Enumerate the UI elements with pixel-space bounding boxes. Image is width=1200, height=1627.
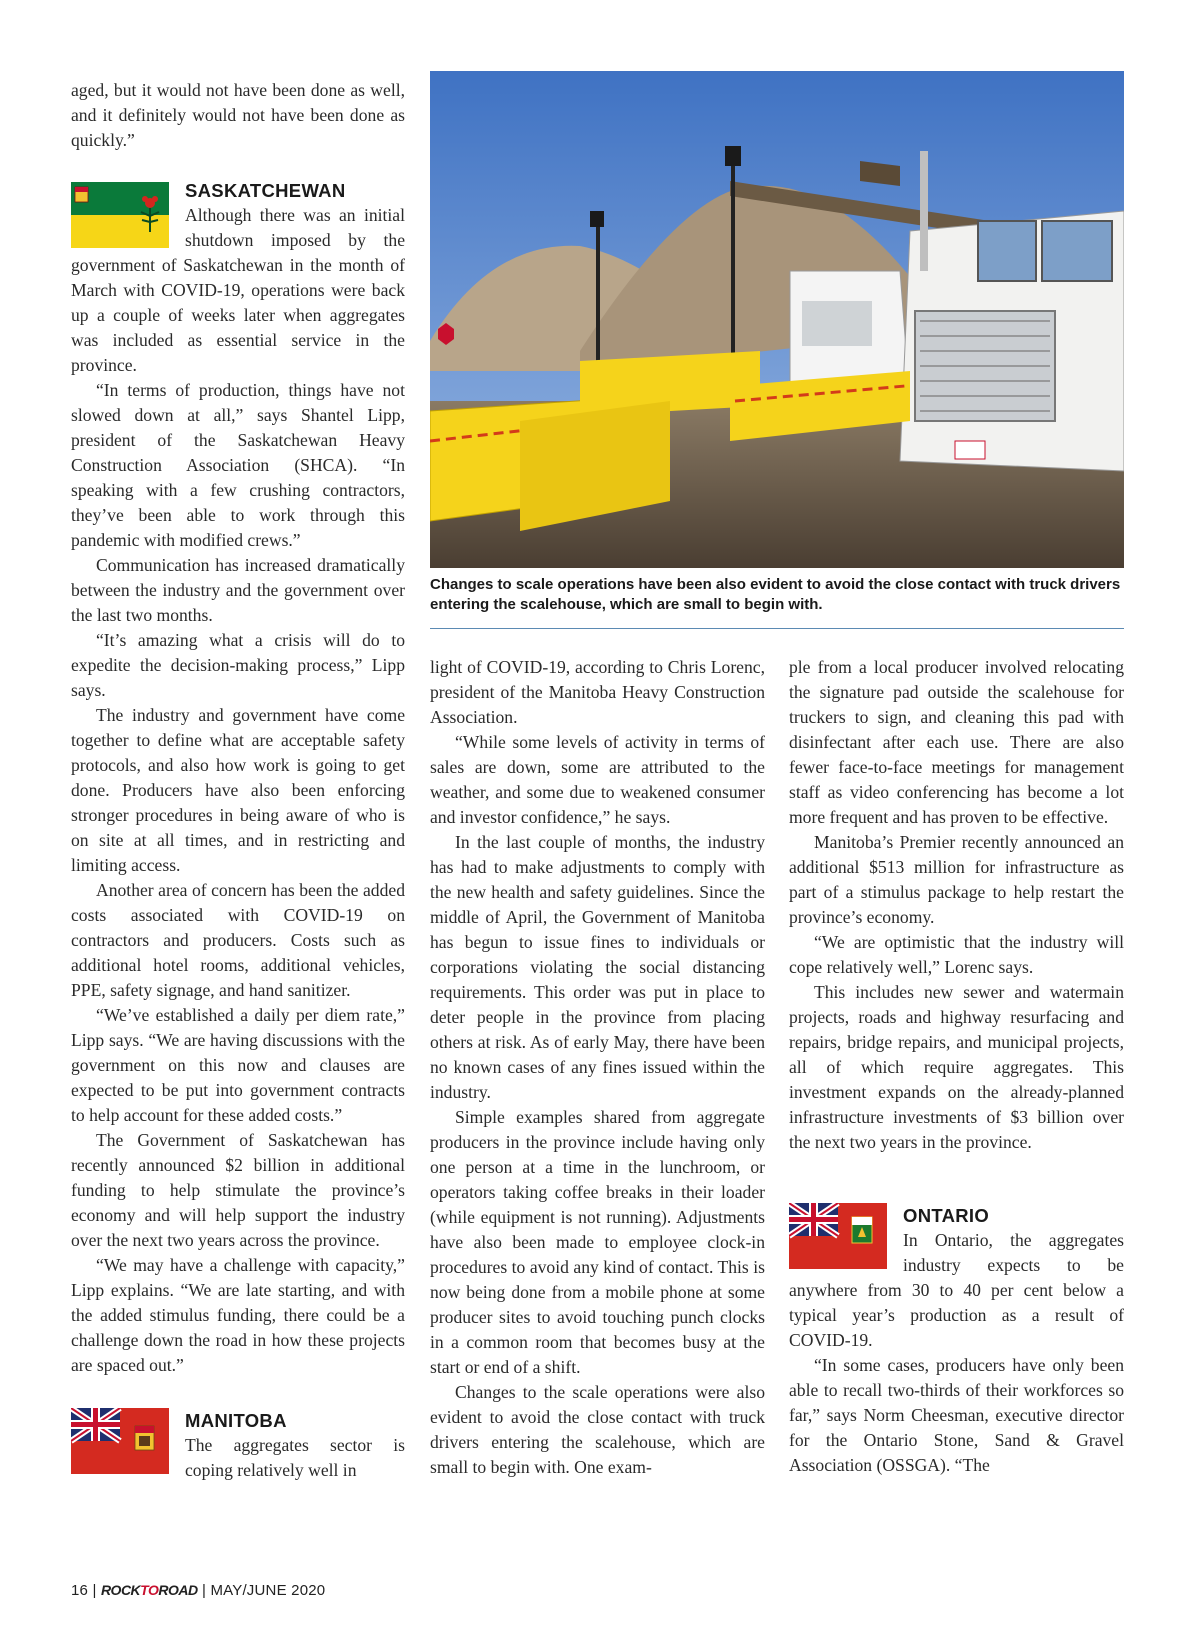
manitoba-heading: MANITOBA <box>185 1410 287 1431</box>
sask-paragraph-3: Communication has increased dramatically between the industry and the government over the last two months. <box>71 555 405 625</box>
article-column-2 <box>430 655 765 1480</box>
ontario-paragraph-1: In Ontario, the aggregates industry expects to be anywhere from 30 to 40 per cent below a typical year’s production as a result of COVID-19. <box>789 1230 1124 1350</box>
ontario-paragraph-2: “In some cases, producers have only been able to recall two-thirds of their workforces so far,” says Norm Cheesman, executive director for the Ontario Stone, Sand & Gravel Association (OSSGA). “The <box>789 1355 1124 1475</box>
col2-paragraph-5: Changes to the scale operations were also evident to avoid the close contact with truck drivers entering the scalehouse, which are small to begin with. One exam- <box>430 1382 765 1477</box>
logo-rock: ROCK <box>100 1582 141 1598</box>
saskatchewan-heading: SASKATCHEWAN <box>185 180 346 201</box>
sask-paragraph-4: “It’s amazing what a crisis will do to expedite the decision-making process,” Lipp says. <box>71 630 405 700</box>
manitoba-paragraph-1: The aggregates sector is coping relatively well in <box>185 1435 405 1480</box>
sask-paragraph-8: The Government of Saskatchewan has recently announced $2 billion in additional funding to help stimulate the province’s economy and will help support the industry over the next two years across the province. <box>71 1130 405 1250</box>
page-footer <box>71 1582 325 1599</box>
col3-paragraph-4: This includes new sewer and watermain projects, roads and highway resurfacing and repairs, bridge repairs, and municipal projects, all of which require aggregates. This investment expands on the already-planned infrastructure investments of $3 billion over the next two years in the province. <box>789 982 1124 1152</box>
footer-separator: | <box>201 1582 211 1599</box>
scalehouse-trucks-photo <box>430 71 1124 568</box>
sask-paragraph-5: The industry and government have come together to define what are acceptable safety protocols, and also how work is going to get done. Producers have also been enforcing stronger procedures in being aware of who is on site at all times, and in restricting and limiting access. <box>71 705 405 875</box>
sask-paragraph-9: “We may have a challenge with capacity,” Lipp explains. “We are late starting, and with the added stimulus funding, there could be a challenge down the road in how these projects are spaced out.” <box>71 1255 405 1375</box>
col3-paragraph-1: ple from a local producer involved relocating the signature pad outside the scalehouse for truckers to sign, and cleaning this pad with disinfectant after each use. There are also fewer face-to-face meetings for management staff as video conferencing has become a lot more frequent and has proven to be effective. <box>789 657 1124 827</box>
magazine-logo <box>101 1582 198 1598</box>
sask-paragraph-1: Although there was an initial shutdown imposed by the government of Saskatchewan in the month of March with COVID-19, operations were back up a couple of weeks later when aggregates was included as essential service in the province. <box>71 205 405 375</box>
manitoba-section <box>71 1408 405 1483</box>
article-column-1 <box>71 78 405 1483</box>
intro-paragraph: aged, but it would not have been done as well, and it definitely would not have been done as quickly.” <box>71 80 405 150</box>
saskatchewan-flag-icon <box>71 182 169 248</box>
page-number: 16 <box>71 1582 89 1599</box>
col2-paragraph-3: In the last couple of months, the industry has had to make adjustments to comply with the new health and safety guidelines. Since the middle of April, the Government of Manitoba has begun to issue fines to individuals or corporations violating the social distancing requirements. This order was put in place to deter people in the province from placing others at risk. As of early May, there have been no known cases of any fines issued within the industry. <box>430 832 765 1102</box>
col2-paragraph-4: Simple examples shared from aggregate producers in the province include having only one person at a time in the lunchroom, or operators taking coffee breaks in their loader (while equipment is not running). Adjustments have also been made to employee clock-in procedures to avoid any kind of contact. This is now being done from a mobile phone at some producer sites to avoid touching punch clocks in a common room that becomes busy at the start or end of a shift. <box>430 1107 765 1377</box>
sask-paragraph-6: Another area of concern has been the added costs associated with COVID-19 on contractors and producers. Costs such as additional hotel rooms, additional vehicles, PPE, safety signage, and hand sanitizer. <box>71 880 405 1000</box>
issue-date: MAY/JUNE 2020 <box>210 1582 326 1599</box>
saskatchewan-section <box>71 178 405 378</box>
article-column-3 <box>789 655 1124 1478</box>
photo-caption: Changes to scale operations have been also evident to avoid the close contact with truck drivers entering the scalehouse, which are small to begin with. <box>430 576 1121 613</box>
col2-paragraph-1: light of COVID-19, according to Chris Lorenc, president of the Manitoba Heavy Construction Association. <box>430 657 765 727</box>
ontario-flag-icon <box>789 1203 887 1269</box>
caption-divider <box>430 628 1124 629</box>
logo-road: ROAD <box>158 1582 198 1598</box>
col3-paragraph-2: Manitoba’s Premier recently announced an additional $513 million for infrastructure as part of a stimulus package to help restart the province’s economy. <box>789 832 1124 927</box>
logo-to: TO <box>140 1582 159 1598</box>
footer-separator: | <box>92 1582 101 1599</box>
manitoba-flag-icon <box>71 1408 169 1474</box>
ontario-heading: ONTARIO <box>903 1205 990 1226</box>
col2-paragraph-2: “While some levels of activity in terms of sales are down, some are attributed to the weather, and some due to weakened consumer and investor confidence,” he says. <box>430 732 765 827</box>
sask-paragraph-2: “In terms of production, things have not slowed down at all,” says Shantel Lipp, president of the Saskatchewan Heavy Construction Association (SHCA). “In speaking with a few crushing contractors, they’ve been able to work through this pandemic with modified crews.” <box>71 380 405 550</box>
sask-paragraph-7: “We’ve established a daily per diem rate,” Lipp says. “We are having discussions with the government on this now and clauses are expected to be put into government contracts to help account for these added costs.” <box>71 1005 405 1125</box>
ontario-section <box>789 1203 1124 1353</box>
col3-paragraph-3: “We are optimistic that the industry will cope relatively well,” Lorenc says. <box>789 932 1124 977</box>
